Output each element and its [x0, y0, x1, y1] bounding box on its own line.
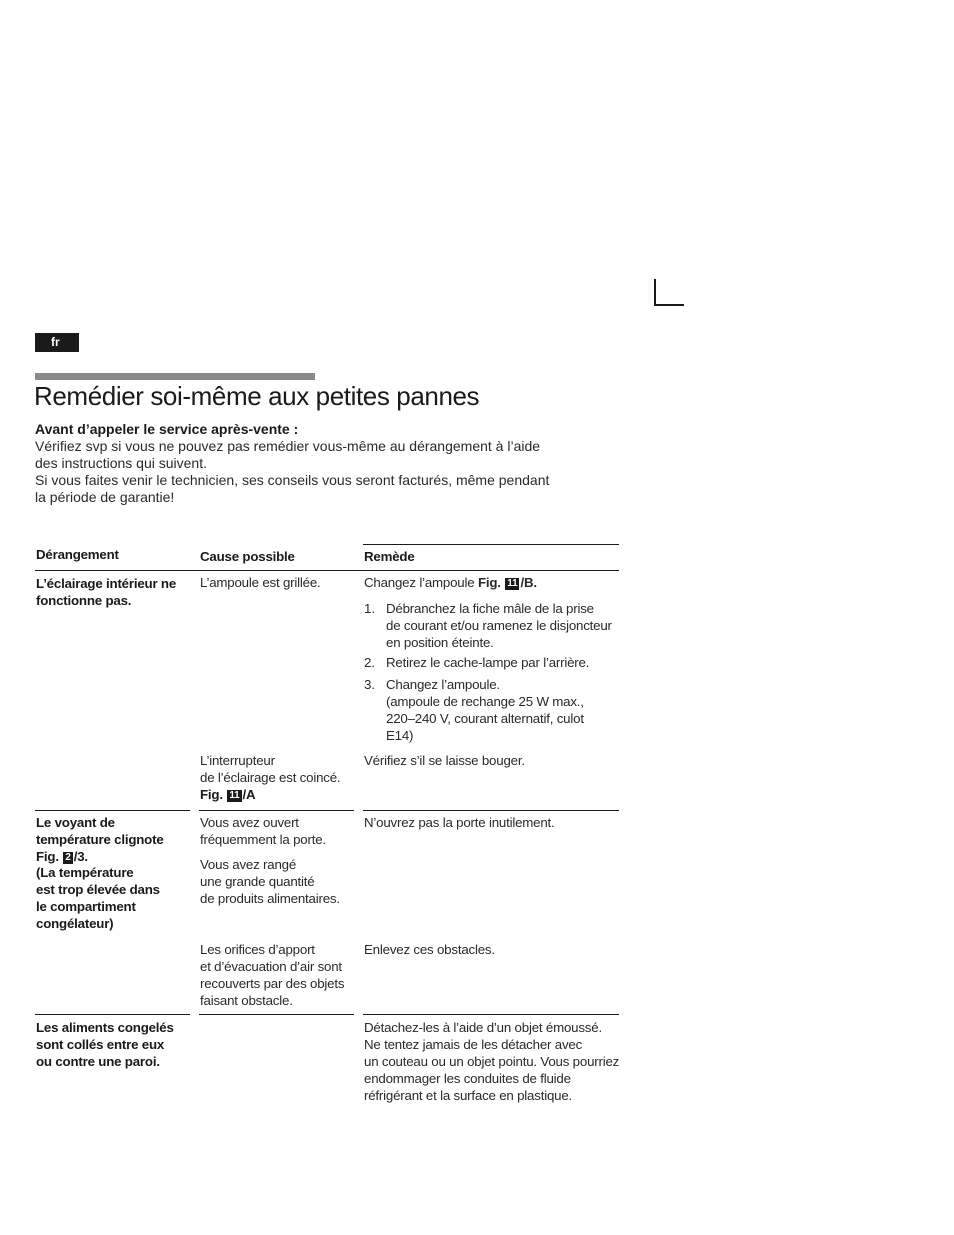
row1-fault-line: fonctionne pas.	[36, 593, 132, 608]
row3-remedy-line: un couteau ou un objet pointu. Vous pourriez	[364, 1054, 620, 1069]
row2-fault-line: congélateur)	[36, 916, 114, 931]
step-line: Retirez le cache-lampe par l’arrière.	[386, 655, 590, 670]
fig-number-badge: 11	[507, 578, 518, 589]
row2-cause3-line: faisant obstacle.	[200, 993, 293, 1008]
row2-fault-line: est trop élevée dans	[36, 882, 160, 897]
row3-fault-line: sont collés entre eux	[36, 1037, 165, 1052]
row3-remedy-line: Détachez-les à l’aide d’un objet émoussé.	[364, 1020, 602, 1035]
row1-cause2-fig: Fig. 11 /A	[200, 787, 256, 802]
fig-ref-label: Fig.	[477, 575, 501, 590]
step-number: 3.	[364, 677, 376, 692]
row-rule	[363, 810, 619, 811]
row-rule	[199, 810, 354, 811]
row3-remedy-line: endommager les conduites de fluide	[364, 1071, 571, 1086]
row-rule	[35, 810, 190, 811]
row2-cause3-line: et d’évacuation d’air sont	[200, 959, 342, 974]
fig-ref-suffix: /B.	[520, 575, 537, 590]
row2-fault-line: Le voyant de	[36, 815, 115, 830]
row2-fault-line: température clignote	[36, 832, 164, 847]
intro-line: des instructions qui suivent.	[35, 455, 207, 471]
language-tag: fr	[35, 333, 79, 352]
row-rule	[199, 1014, 354, 1015]
row1-cause1: L’ampoule est grillée.	[200, 575, 321, 590]
row2-remedy1: N’ouvrez pas la porte inutilement.	[364, 815, 555, 830]
header-rule	[35, 570, 619, 571]
row1-remedy2: Vérifiez s’il se laisse bouger.	[364, 753, 525, 768]
row1-cause2-line: de l’éclairage est coincé.	[200, 770, 341, 785]
header-cause: Cause possible	[200, 549, 295, 564]
row2-cause2-line: Vous avez rangé	[200, 857, 297, 872]
step-number: 1.	[364, 601, 376, 616]
row1-fault-line: L’éclairage intérieur ne	[36, 576, 177, 591]
row3-fault-line: ou contre une paroi.	[36, 1054, 160, 1069]
row3-remedy-line: Ne tentez jamais de les détacher avec	[364, 1037, 583, 1052]
row1-cause2-line: L’interrupteur	[200, 753, 275, 768]
header-remedy: Remède	[364, 549, 415, 564]
intro-line: Si vous faites venir le technicien, ses conseils vous seront facturés, même pendant	[35, 472, 550, 488]
table-top-rule	[363, 544, 619, 545]
row2-cause3-line: recouverts par des objets	[200, 976, 345, 991]
row2-fault-line: le compartiment	[36, 899, 136, 914]
step-line: E14)	[386, 728, 414, 743]
row2-cause1-line: Vous avez ouvert	[200, 815, 299, 830]
row2-fault-line: (La température	[36, 865, 134, 880]
crop-mark-horizontal	[654, 304, 684, 306]
row-rule	[35, 1014, 190, 1015]
intro-line: la période de garantie!	[35, 489, 175, 505]
intro-line: Vérifiez svp si vous ne pouvez pas remédier vous-même au dérangement à l’aide	[35, 438, 541, 454]
step-line: Débranchez la fiche mâle de la prise	[386, 601, 594, 616]
step-number: 2.	[364, 655, 376, 670]
row2-cause1-line: fréquemment la porte.	[200, 832, 326, 847]
step-line: en position éteinte.	[386, 635, 494, 650]
row2-cause2-line: de produits alimentaires.	[200, 891, 340, 906]
row-rule	[363, 1014, 619, 1015]
crop-mark-vertical	[654, 279, 656, 306]
row1-remedy1: Changez l’ampoule Fig. 11 /B.	[364, 575, 537, 590]
page-title: Remédier soi-même aux petites pannes	[34, 381, 480, 411]
row2-cause2-line: une grande quantité	[200, 874, 315, 889]
fig-number-badge: 2	[65, 852, 71, 863]
row3-fault-line: Les aliments congelés	[36, 1020, 174, 1035]
row2-remedy3: Enlevez ces obstacles.	[364, 942, 495, 957]
step-line: 220–240 V, courant alternatif, culot	[386, 711, 584, 726]
row2-cause3-line: Les orifices d’apport	[200, 942, 315, 957]
row2-fault-fig: Fig. 2 /3.	[36, 849, 88, 864]
row3-remedy-line: réfrigérant et la surface en plastique.	[364, 1088, 573, 1103]
header-fault: Dérangement	[36, 547, 119, 562]
title-bar	[35, 373, 315, 380]
intro-heading: Avant d’appeler le service après-vente :	[35, 421, 299, 437]
fig-number-badge: 11	[229, 790, 240, 801]
step-line: de courant et/ou ramenez le disjoncteur	[386, 618, 612, 633]
step-line: (ampoule de rechange 25 W max.,	[386, 694, 584, 709]
step-line: Changez l’ampoule.	[386, 677, 500, 692]
